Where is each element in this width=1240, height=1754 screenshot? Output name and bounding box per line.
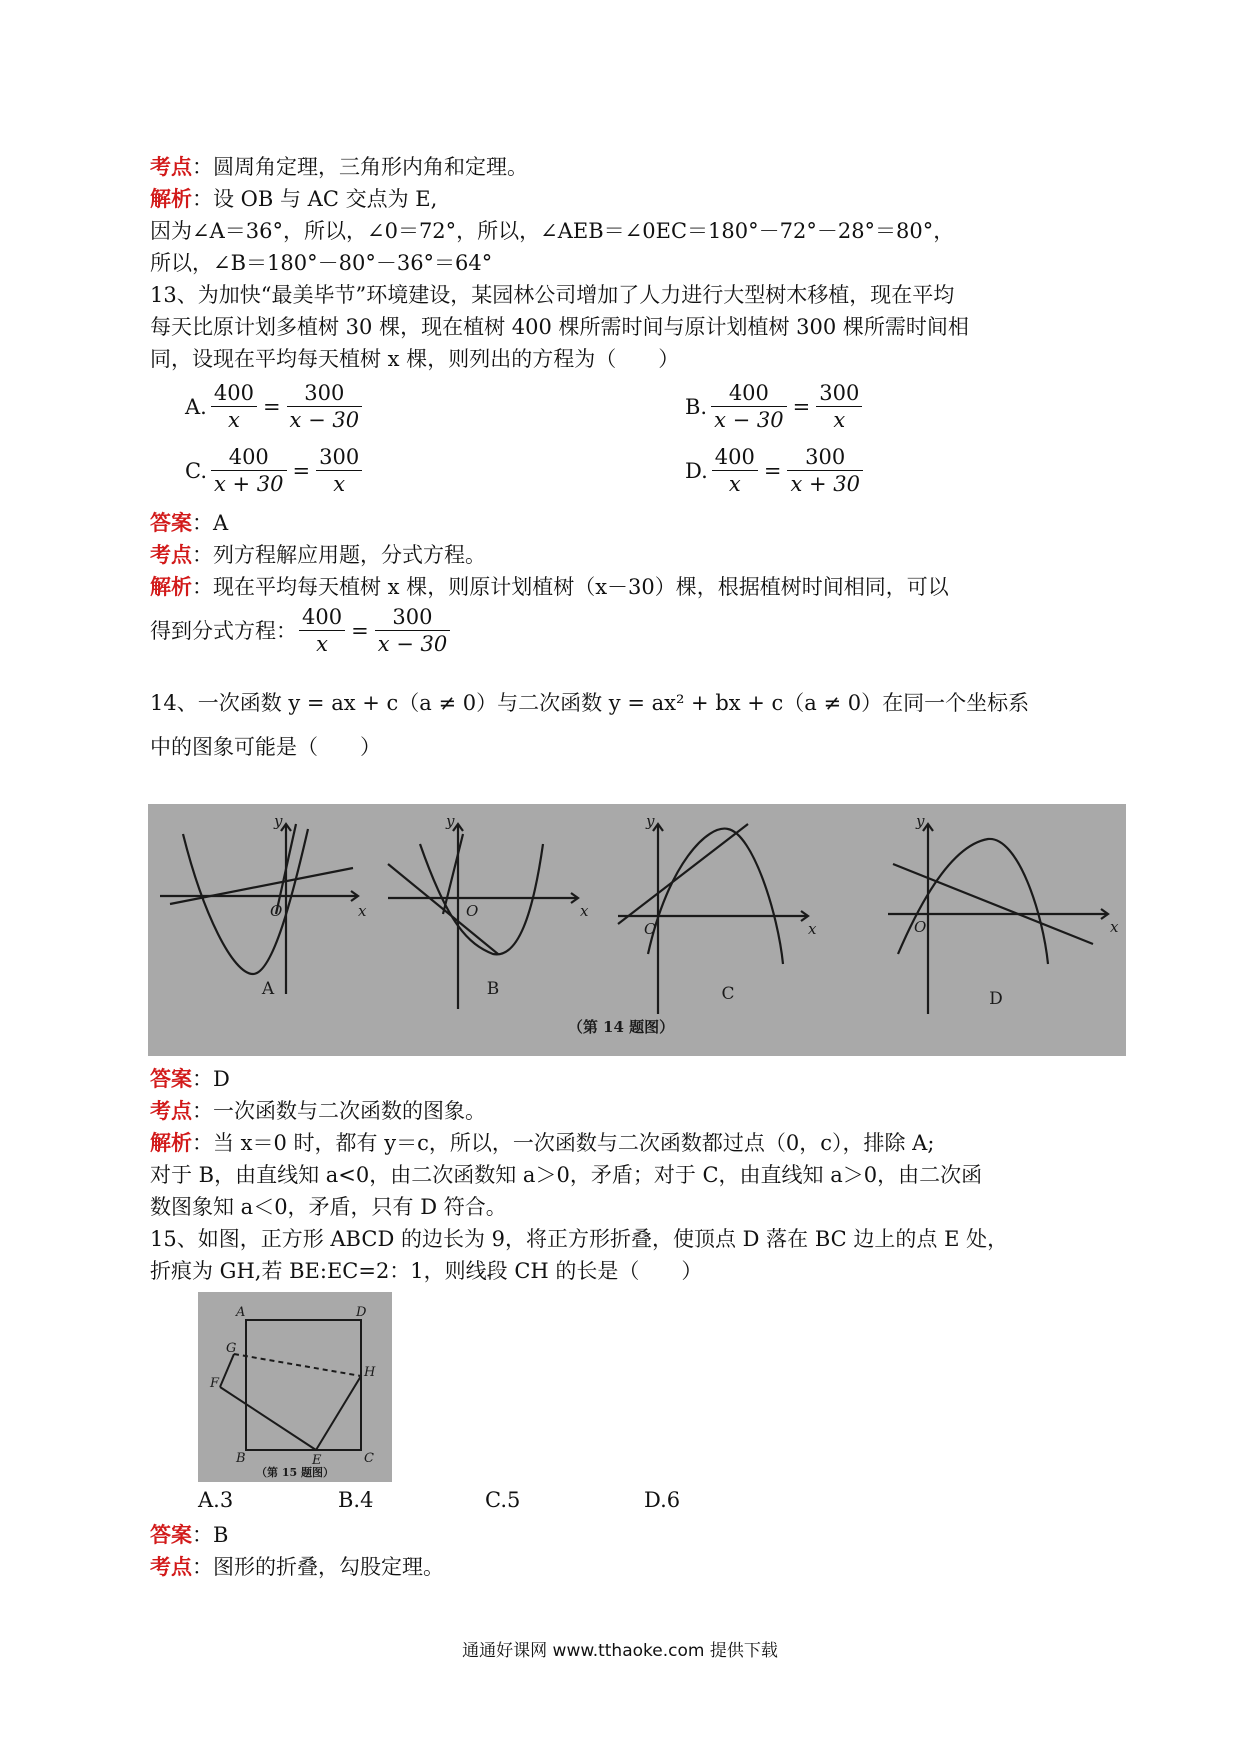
axis-x-label-b: x — [580, 902, 589, 920]
option-c: C.5 — [485, 1488, 521, 1512]
jiexi-label: 解析 — [150, 186, 192, 211]
option-b: B.4 — [338, 1488, 374, 1512]
jiexi-line-1 — [150, 184, 437, 214]
point-c: C — [364, 1451, 374, 1466]
jiexi-line: 对于 B，由直线知 a<0，由二次函数知 a＞0，矛盾；对于 C，由直线知 a＞0，由二次函 — [150, 1163, 983, 1187]
point-e: E — [312, 1453, 322, 1468]
origin-label-b: O — [466, 902, 479, 920]
point-g: G — [226, 1341, 237, 1356]
question-15-line: 15、如图，正方形 ABCD 的边长为 9，将正方形折叠，使顶点 D 落在 BC 边上的点 E 处， — [150, 1227, 1009, 1251]
answer-line: 答案：A — [150, 510, 229, 535]
axis-x-label-c: x — [808, 920, 817, 938]
point-b: B — [236, 1451, 246, 1466]
question-13-line: 13、为加快“最美毕节”环境建设，某园林公司增加了人力进行大型树木移植，现在平均 — [150, 283, 955, 307]
figure-caption: （第 14 题图） — [567, 1018, 675, 1036]
axis-y-label-c: y — [646, 812, 655, 830]
figure-15 — [198, 1292, 392, 1482]
figure-caption: （第 15 题图） — [256, 1466, 334, 1479]
point-a: A — [236, 1305, 246, 1320]
footer-source: 通通好课网 www.tthaoke.com 提供下载 — [462, 1641, 778, 1661]
question-14-line: 中的图象可能是（ ） — [150, 735, 381, 759]
question-14-line: 14、一次函数 y = ax + c（a ≠ 0）与二次函数 y = ax² + bx + c（a ≠ 0）在同一个坐标系 — [150, 691, 1030, 715]
option-c: C. $\frac{400}{x + 30}$ = $\frac{300}{x}$ — [185, 444, 364, 497]
solution-line: 因为∠A＝36°，所以，∠0＝72°，所以，∠AEB＝∠0EC＝180°－72°－28°＝80°， — [150, 219, 955, 243]
option-a: A.3 — [198, 1488, 234, 1512]
kaodian-line: 考点：一次函数与二次函数的图象。 — [150, 1098, 486, 1123]
point-h: H — [364, 1365, 376, 1380]
kaodian-label: 考点 — [150, 154, 192, 179]
question-13-line: 同，设现在平均每天植树 x 棵，则列出的方程为（ ） — [150, 347, 680, 371]
graph-label-d: D — [989, 989, 1003, 1009]
solution-line: 所以，∠B＝180°－80°－36°＝64° — [150, 251, 493, 275]
graph-label-c: C — [721, 984, 735, 1004]
jiexi-line: 数图象知 a＜0，矛盾，只有 D 符合。 — [150, 1195, 507, 1219]
option-b: B. $\frac{400}{x - 30}$ = $\frac{300}{x}$ — [685, 380, 864, 433]
jiexi-line: 解析：现在平均每天植树 x 棵，则原计划植树（x－30）棵，根据植树时间相同，可以 — [150, 574, 949, 599]
jiexi-text: ：设 OB 与 AC 交点为 E, — [192, 187, 438, 211]
question-13-line: 每天比原计划多植树 30 棵，现在植树 400 棵所需时间与原计划植树 300 棵所需时间相 — [150, 315, 969, 339]
option-d: D.6 — [644, 1488, 681, 1512]
answer-line: 答案：D — [150, 1066, 230, 1091]
question-15-line: 折痕为 GH,若 BE:EC=2：1，则线段 CH 的长是（ ） — [150, 1259, 703, 1283]
answer-line: 答案：B — [150, 1522, 229, 1547]
axis-y-label-b: y — [446, 812, 455, 830]
jiexi-line: 解析：当 x＝0 时，都有 y＝c，所以，一次函数与二次函数都过点（0，c），排除 A; — [150, 1130, 935, 1155]
axis-y-label-a: y — [274, 812, 283, 830]
kaodian-line: 考点：图形的折叠，勾股定理。 — [150, 1554, 444, 1579]
axis-y-label-d: y — [916, 812, 925, 830]
kaodian-line-1 — [150, 152, 528, 182]
axis-x-label-d: x — [1110, 918, 1119, 936]
origin-label-d: O — [914, 918, 927, 936]
kaodian-text: ：圆周角定理，三角形内角和定理。 — [192, 155, 528, 179]
figure-14 — [148, 804, 1126, 1056]
kaodian-line: 考点：列方程解应用题，分式方程。 — [150, 542, 486, 567]
option-d: D. $\frac{400}{x}$ = $\frac{300}{x + 30}$ — [685, 444, 865, 497]
point-f: F — [210, 1376, 220, 1391]
graph-label-b: B — [486, 979, 500, 999]
origin-label-a: O — [270, 902, 283, 920]
graph-label-a: A — [261, 979, 275, 999]
origin-label-c: O — [644, 920, 657, 938]
option-a: A. $\frac{400}{x}$ = $\frac{300}{x - 30}$ — [185, 380, 364, 433]
axis-x-label-a: x — [358, 902, 367, 920]
point-d: D — [356, 1305, 367, 1320]
equation-line: 得到分式方程： $\frac{400}{x}$ = $\frac{300}{x - 30}$ — [150, 604, 452, 657]
